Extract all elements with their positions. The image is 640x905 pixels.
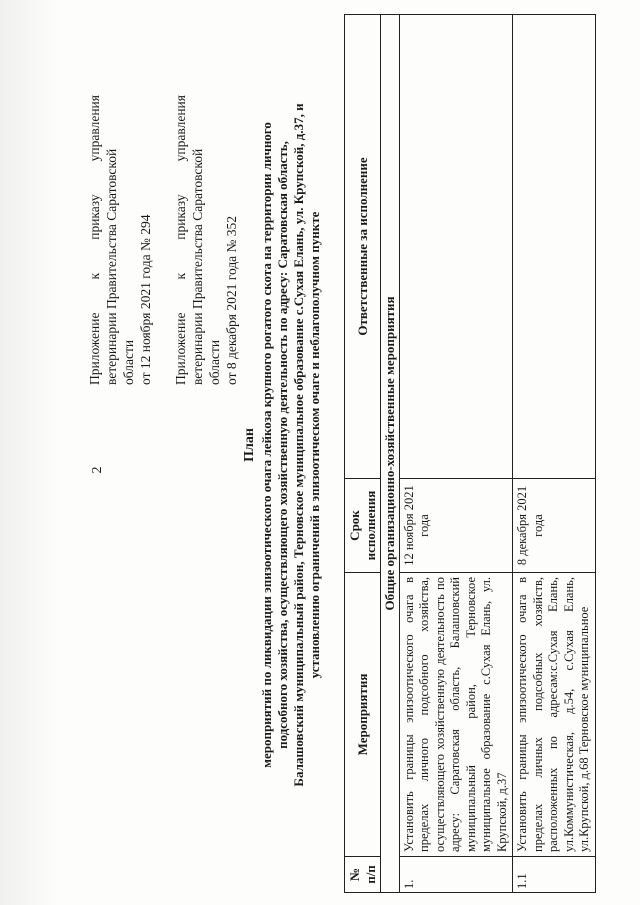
appendix-to: к bbox=[173, 272, 188, 280]
page-number: 2 bbox=[90, 466, 105, 474]
table-header-row bbox=[345, 15, 381, 893]
title-line-3: Балашовский муниципальный район, Терновское муниципальное образование с.Сухая Елань, ул. Крупской, д.37, и bbox=[291, 103, 306, 787]
appendix-line2: ветеринарии Правительства Саратовской bbox=[190, 148, 205, 385]
section-row bbox=[381, 15, 400, 893]
appendix-line3: области bbox=[121, 339, 136, 385]
table-row bbox=[399, 15, 513, 893]
header-event: Мероприятия bbox=[345, 573, 381, 857]
plan-table bbox=[344, 14, 596, 893]
title-heading: План bbox=[242, 428, 257, 462]
appendix-to: к bbox=[87, 272, 102, 280]
appendix-department: управления bbox=[173, 95, 188, 162]
row-responsible bbox=[513, 15, 596, 479]
row-responsible bbox=[399, 15, 513, 479]
table-row bbox=[513, 15, 596, 893]
row-term: 12 ноября 2021 года bbox=[399, 479, 513, 573]
row-num: 1. bbox=[399, 857, 513, 893]
appendix-order: приказу bbox=[87, 194, 102, 240]
appendix-reference-1 bbox=[86, 95, 154, 385]
row-num: 1.1 bbox=[513, 857, 596, 893]
header-num: № п/п bbox=[345, 857, 381, 893]
row-event: Установить границы эпизоотического очага в пределах личных подсобных хозяйств, расположенных по адресам:с.Сухая Елань, ул.Коммунистическая, д.54, с.Сухая Елань, ул.Крупской, д.68 Терновское муниципальное bbox=[513, 573, 596, 857]
appendix-date: от 8 декабря 2021 года № 352 bbox=[224, 215, 239, 385]
appendix-word: Приложение bbox=[87, 312, 102, 385]
row-event: Установить границы эпизоотического очага в пределах личного подсобного хозяйства, осуществляющего хозяйственную деятельность по адресу: Саратовская область, Балашовский муниципальный район, Терновское муниципальное образование с.Сухая Елань, ул. Крупской, д.37 bbox=[399, 573, 513, 857]
appendix-date: от 12 ноября 2021 года № 294 bbox=[138, 214, 153, 385]
appendix-reference-2 bbox=[172, 95, 240, 385]
row-term: 8 декабря 2021 года bbox=[513, 479, 596, 573]
title-line-2: подсобного хозяйства, осуществляющего хозяйственную деятельность по адресу: Саратовская область, bbox=[275, 141, 290, 749]
header-responsible: Ответственные за исполнение bbox=[345, 15, 381, 479]
appendix-word: Приложение bbox=[173, 312, 188, 385]
appendix-order: приказу bbox=[173, 194, 188, 240]
section-title: Общие организационно-хозяйственные мероприятия bbox=[381, 15, 400, 893]
header-term: Срок исполнения bbox=[345, 479, 381, 573]
appendix-line2: ветеринарии Правительства Саратовской bbox=[104, 148, 119, 385]
title-line-4: установлению ограничений в эпизоотическом очаге и неблагополучном пункте bbox=[307, 211, 322, 679]
title-line-1: мероприятий по ликвидации эпизоотического очага лейкоза крупного рогатого скота на территории личного bbox=[259, 122, 274, 768]
appendix-line3: области bbox=[207, 339, 222, 385]
document-title bbox=[242, 55, 323, 835]
appendix-department: управления bbox=[87, 95, 102, 162]
